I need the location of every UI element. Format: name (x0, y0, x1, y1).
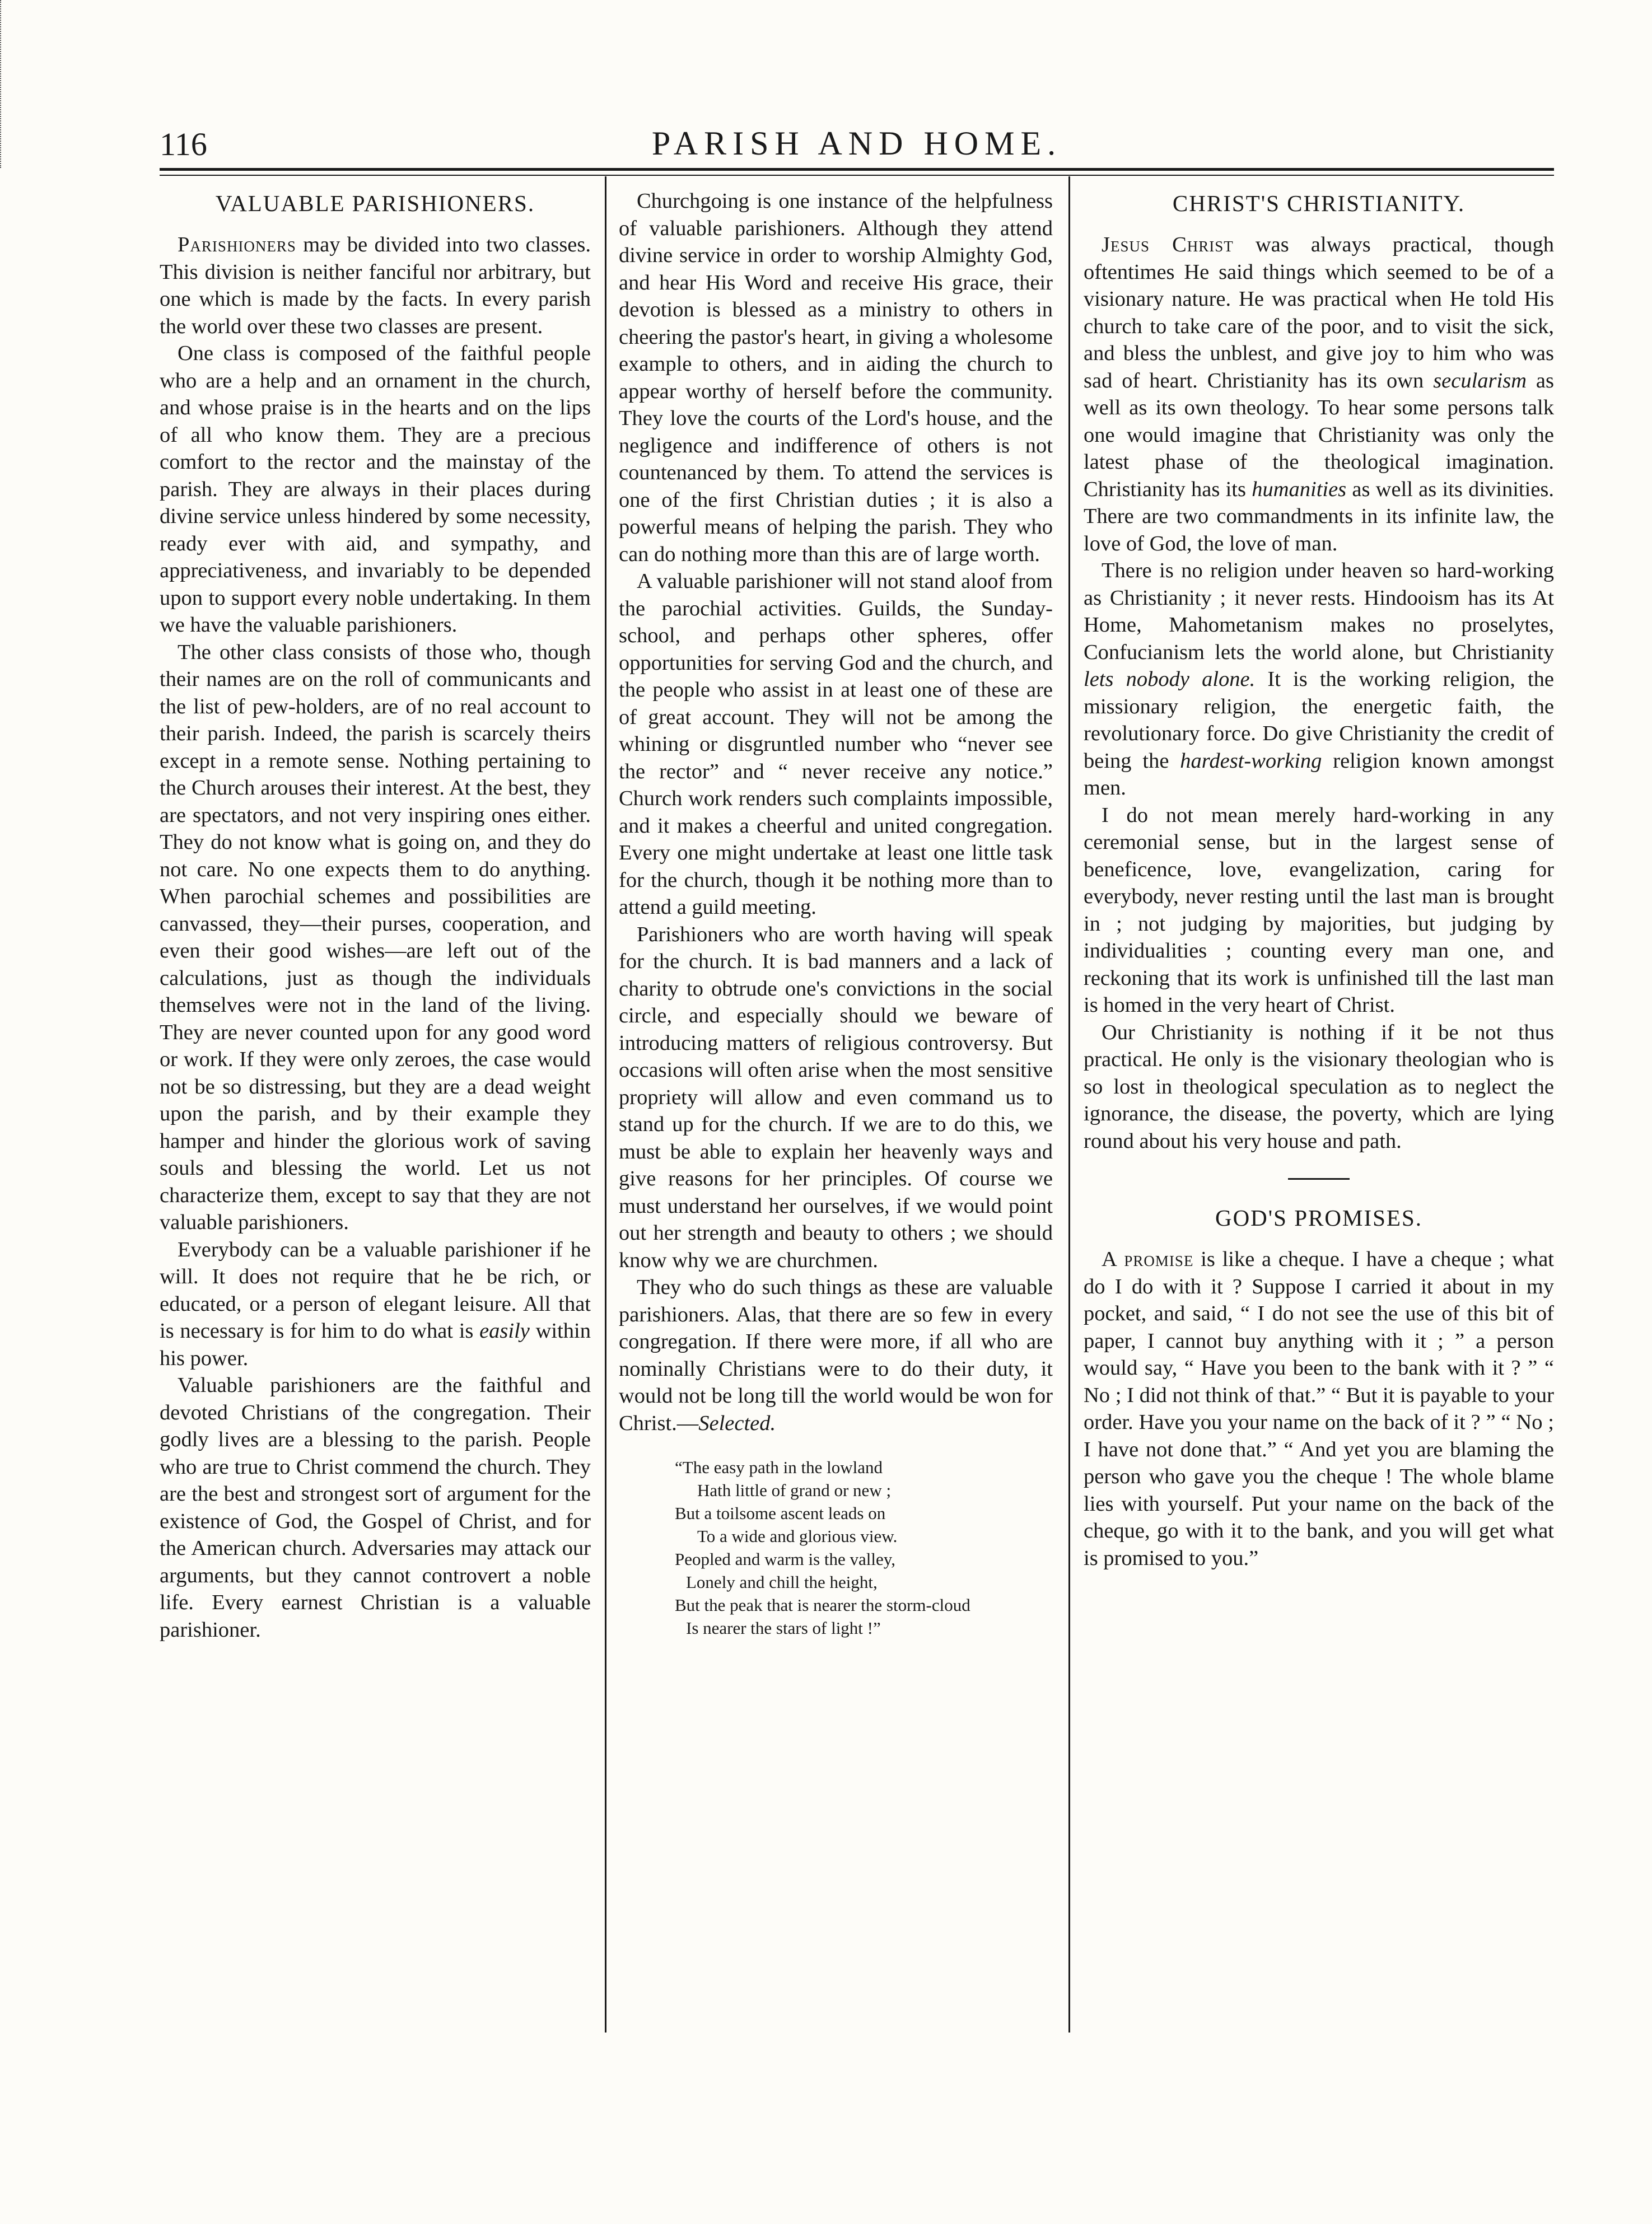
paragraph-text: religion known amongst men. (1084, 749, 1554, 800)
paragraph-text: Everybody can be a valuable parishioner if he will. It does not require that he be rich, or educated, or a person of elegant leisure. All that is necessary is for him to do what is (160, 1237, 591, 1343)
paragraph-text: within his power. (160, 1319, 591, 1370)
paragraph (1084, 557, 1554, 802)
paragraph-text: There is no religion under heaven so hard-working as Christianity ; it never rests. Hindooism has its At Home, Mahometanism makes no proselytes, Confucianism lets the world alone, but Christianity (1084, 559, 1554, 664)
paragraph-text: may be divided into two classes. This division is neither fanciful nor arbitrary, but one which is made by the facts. In every parish the world over these two classes are present. (160, 233, 591, 338)
lead-word: Jesus Christ (1102, 233, 1234, 256)
paragraph: Our Christianity is nothing if it be not thus practical. He only is the visionary theologian who is so lost in theological speculation as to neglect the ignorance, the disease, the poverty, which are lying round about his very house and path. (1084, 1020, 1554, 1153)
paragraph: One class is composed of the faithful people who are a help and an ornament in the church, and whose praise is in the hearts and on the lips of all who know them. They are a precious comfort to the rector and the mainstay of the parish. They are always in their places during divine service unless hindered by some necessity, ready ever with aid, and sympathy, and appreciativeness, and invariably to be depended upon to support every noble undertaking. In them we have the valuable parishioners. (160, 342, 591, 637)
header-rule (160, 168, 1554, 171)
column-1 (160, 188, 591, 1643)
margin-mark (0, 0, 4, 168)
paragraph (160, 231, 591, 340)
paragraph: I do not mean merely hard-working in any ceremonial sense, but in the largest sense of beneficence, love, evangelization, caring for everybody, never resting until the last man is brought in ; not judging by majorities, but judging by individualities ; counting every man one, and reckoning that its work is unfinished till the last man is homed in the very heart of Christ. (1084, 803, 1554, 1017)
paragraph (1084, 231, 1554, 557)
column-divider-2 (1068, 176, 1070, 2033)
paragraph: Churchgoing is one instance of the helpfulness of valuable parishioners. Although they attend divine service in order to worship Almighty God, and hear His Word and receive His grace, their devotion is blessed as a ministry to others in cheering the pastor's heart, in giving a wholesome example to others, and in aiding the church to appear worthy of herself before the community. They love the courts of the Lord's house, and the negligence and indifference of others is not countenanced by them. To attend the services is one of the first Christian duties ; it is also a powerful means of helping the parish. They who can do nothing more than this are of large worth. (619, 189, 1053, 566)
paragraph (1084, 1246, 1554, 1572)
emphasis: lets nobody alone. (1084, 667, 1256, 691)
column-2 (619, 188, 1053, 1639)
running-title: PARISH AND HOME. (651, 125, 1062, 162)
paragraph: The other class consists of those who, though their names are on the roll of communicants and the list of pew-holders, are of no real account to their parish. Indeed, the parish is scarcely theirs except in a remote sense. Nothing pertaining to the Church arouses their interest. At the best, they are spectators, and not very inspiring ones either. They do not know what is going on, and they do not care. No one expects them to do anything. When parochial schemes and possibilities are canvassed, they—their purses, cooperation, and even their good wishes—are left out of the calculations, just as though the individuals themselves were not in the land of the living. They are never counted upon for any good word or work. If they were only zeroes, the case would not be so distressing, but they are a dead weight upon the parish, and by their example they hamper and hinder the glorious work of saving souls and blessing the world. Let us not characterize them, except to say that they are not valuable parishioners. (160, 640, 591, 1234)
poem-line: Lonely and chill the height, (686, 1572, 878, 1592)
paragraph-text: as well as its own theology. To hear some persons talk one would imagine that Christianity was only the latest phase of the theological imagination. Christianity has its (1084, 368, 1555, 501)
column-3 (1084, 188, 1554, 1572)
paragraph-text: is like a cheque. I have a cheque ; what do I do with it ? Suppose I carried it about in my pocket, and said, “ I do not see the use of this bit of paper, I cannot buy anything with it ; ” a person would say, “ Have you been to the bank with it ? ” “ No ; I did not think of that.” “ But it is payable to your order. Have you your name on the back of it ? ” “ No ; I have not done that.” “ And yet you are blaming the person who gave you the cheque ! The whole blame lies with yourself. Put your name on the back of the cheque, go with it to the bank, and you will get what is promised to you.” (1084, 1248, 1554, 1570)
article-title-christs-christianity: CHRIST'S CHRISTIANITY. (1172, 190, 1466, 216)
paragraph-text: was always practical, though oftentimes He said things which seemed to be of a visionary nature. He was practical when He told His church to take care of the poor, and to visit the sick, and bless the unblest, and give joy to him who was sad of heart. Christianity has its own (1084, 233, 1554, 393)
article-title-valuable-parishioners: VALUABLE PARISHIONERS. (215, 190, 535, 216)
paragraph-text: as well as its divinities. There are two commandments in its infinite law, the love of God, the love of man. (1084, 477, 1555, 555)
page-header (160, 112, 1554, 171)
poem-line: Hath little of grand or new ; (697, 1480, 892, 1500)
header-rule-thin (160, 175, 1554, 176)
attribution: Selected. (698, 1411, 776, 1435)
page-number: 116 (160, 126, 207, 162)
column-divider-1 (605, 176, 606, 2033)
paragraph: Parishioners who are worth having will speak for the church. It is bad manners and a lack of charity to obtrude one's convictions in the social circle, and especially should we beware of introducing matters of religious controversy. But occasions will often arise when the most sensitive propriety will allow and even command us to stand up for the church. If we are to do this, we must be able to explain her heavenly ways and give reasons for her principles. Of course we must understand her ourselves, if we would point out her strength and beauty to others ; we should know why we are churchmen. (619, 922, 1053, 1272)
poem-line: Is nearer the stars of light !” (686, 1618, 881, 1638)
emphasis: easily (479, 1319, 530, 1343)
paragraph (619, 1274, 1053, 1437)
poem (675, 1456, 1053, 1639)
poem-line: Peopled and warm is the valley, (675, 1549, 895, 1569)
emphasis: humanities (1252, 477, 1347, 501)
paragraph (160, 1236, 591, 1372)
paragraph-text: They who do such things as these are valuable parishioners. Alas, that there are so few in every congregation. If there were more, if all who are nominally Christians were to do their duty, it would not be long till the world would be won for Christ.— (619, 1275, 1053, 1435)
poem-line: But the peak that is nearer the storm-cloud (675, 1595, 970, 1615)
paragraph-text: It is the working religion, the missionary religion, the energetic faith, the revolutionary force. Do give Christianity the credit of being the (1084, 667, 1554, 773)
poem-line: “The easy path in the lowland (675, 1457, 883, 1477)
lead-word: Parishioners (178, 233, 296, 256)
emphasis: hardest-working (1180, 749, 1322, 773)
lead-word: A promise (1102, 1248, 1194, 1271)
emphasis: secularism (1433, 368, 1527, 393)
paragraph: Valuable parishioners are the faithful and devoted Christians of the congregation. Their godly lives are a blessing to the parish. People who are true to Christ commend the church. They are the best and strongest sort of argument for the existence of God, the Gospel of Christ, and for the American church. Adversaries may attack our arguments, but they cannot controvert a noble life. Every earnest Christian is a valuable parishioner. (160, 1373, 591, 1642)
paragraph: A valuable parishioner will not stand aloof from the parochial activities. Guilds, the Sunday-school, and perhaps other spheres, offer opportunities for serving God and the church, and the people who assist in at least one of these are of great account. They will not be among the whining or disgruntled number who “never see the rector” and “ never receive any notice.” Church work renders such complaints impossible, and it makes a cheerful and united congregation. Every one might undertake at least one little task for the church, though it be nothing more than to attend a guild meeting. (619, 569, 1053, 919)
section-divider (1288, 1178, 1350, 1180)
poem-line: But a toilsome ascent leads on (675, 1503, 886, 1523)
article-title-gods-promises: GOD'S PROMISES. (1215, 1205, 1423, 1231)
poem-line: To a wide and glorious view. (697, 1526, 898, 1546)
